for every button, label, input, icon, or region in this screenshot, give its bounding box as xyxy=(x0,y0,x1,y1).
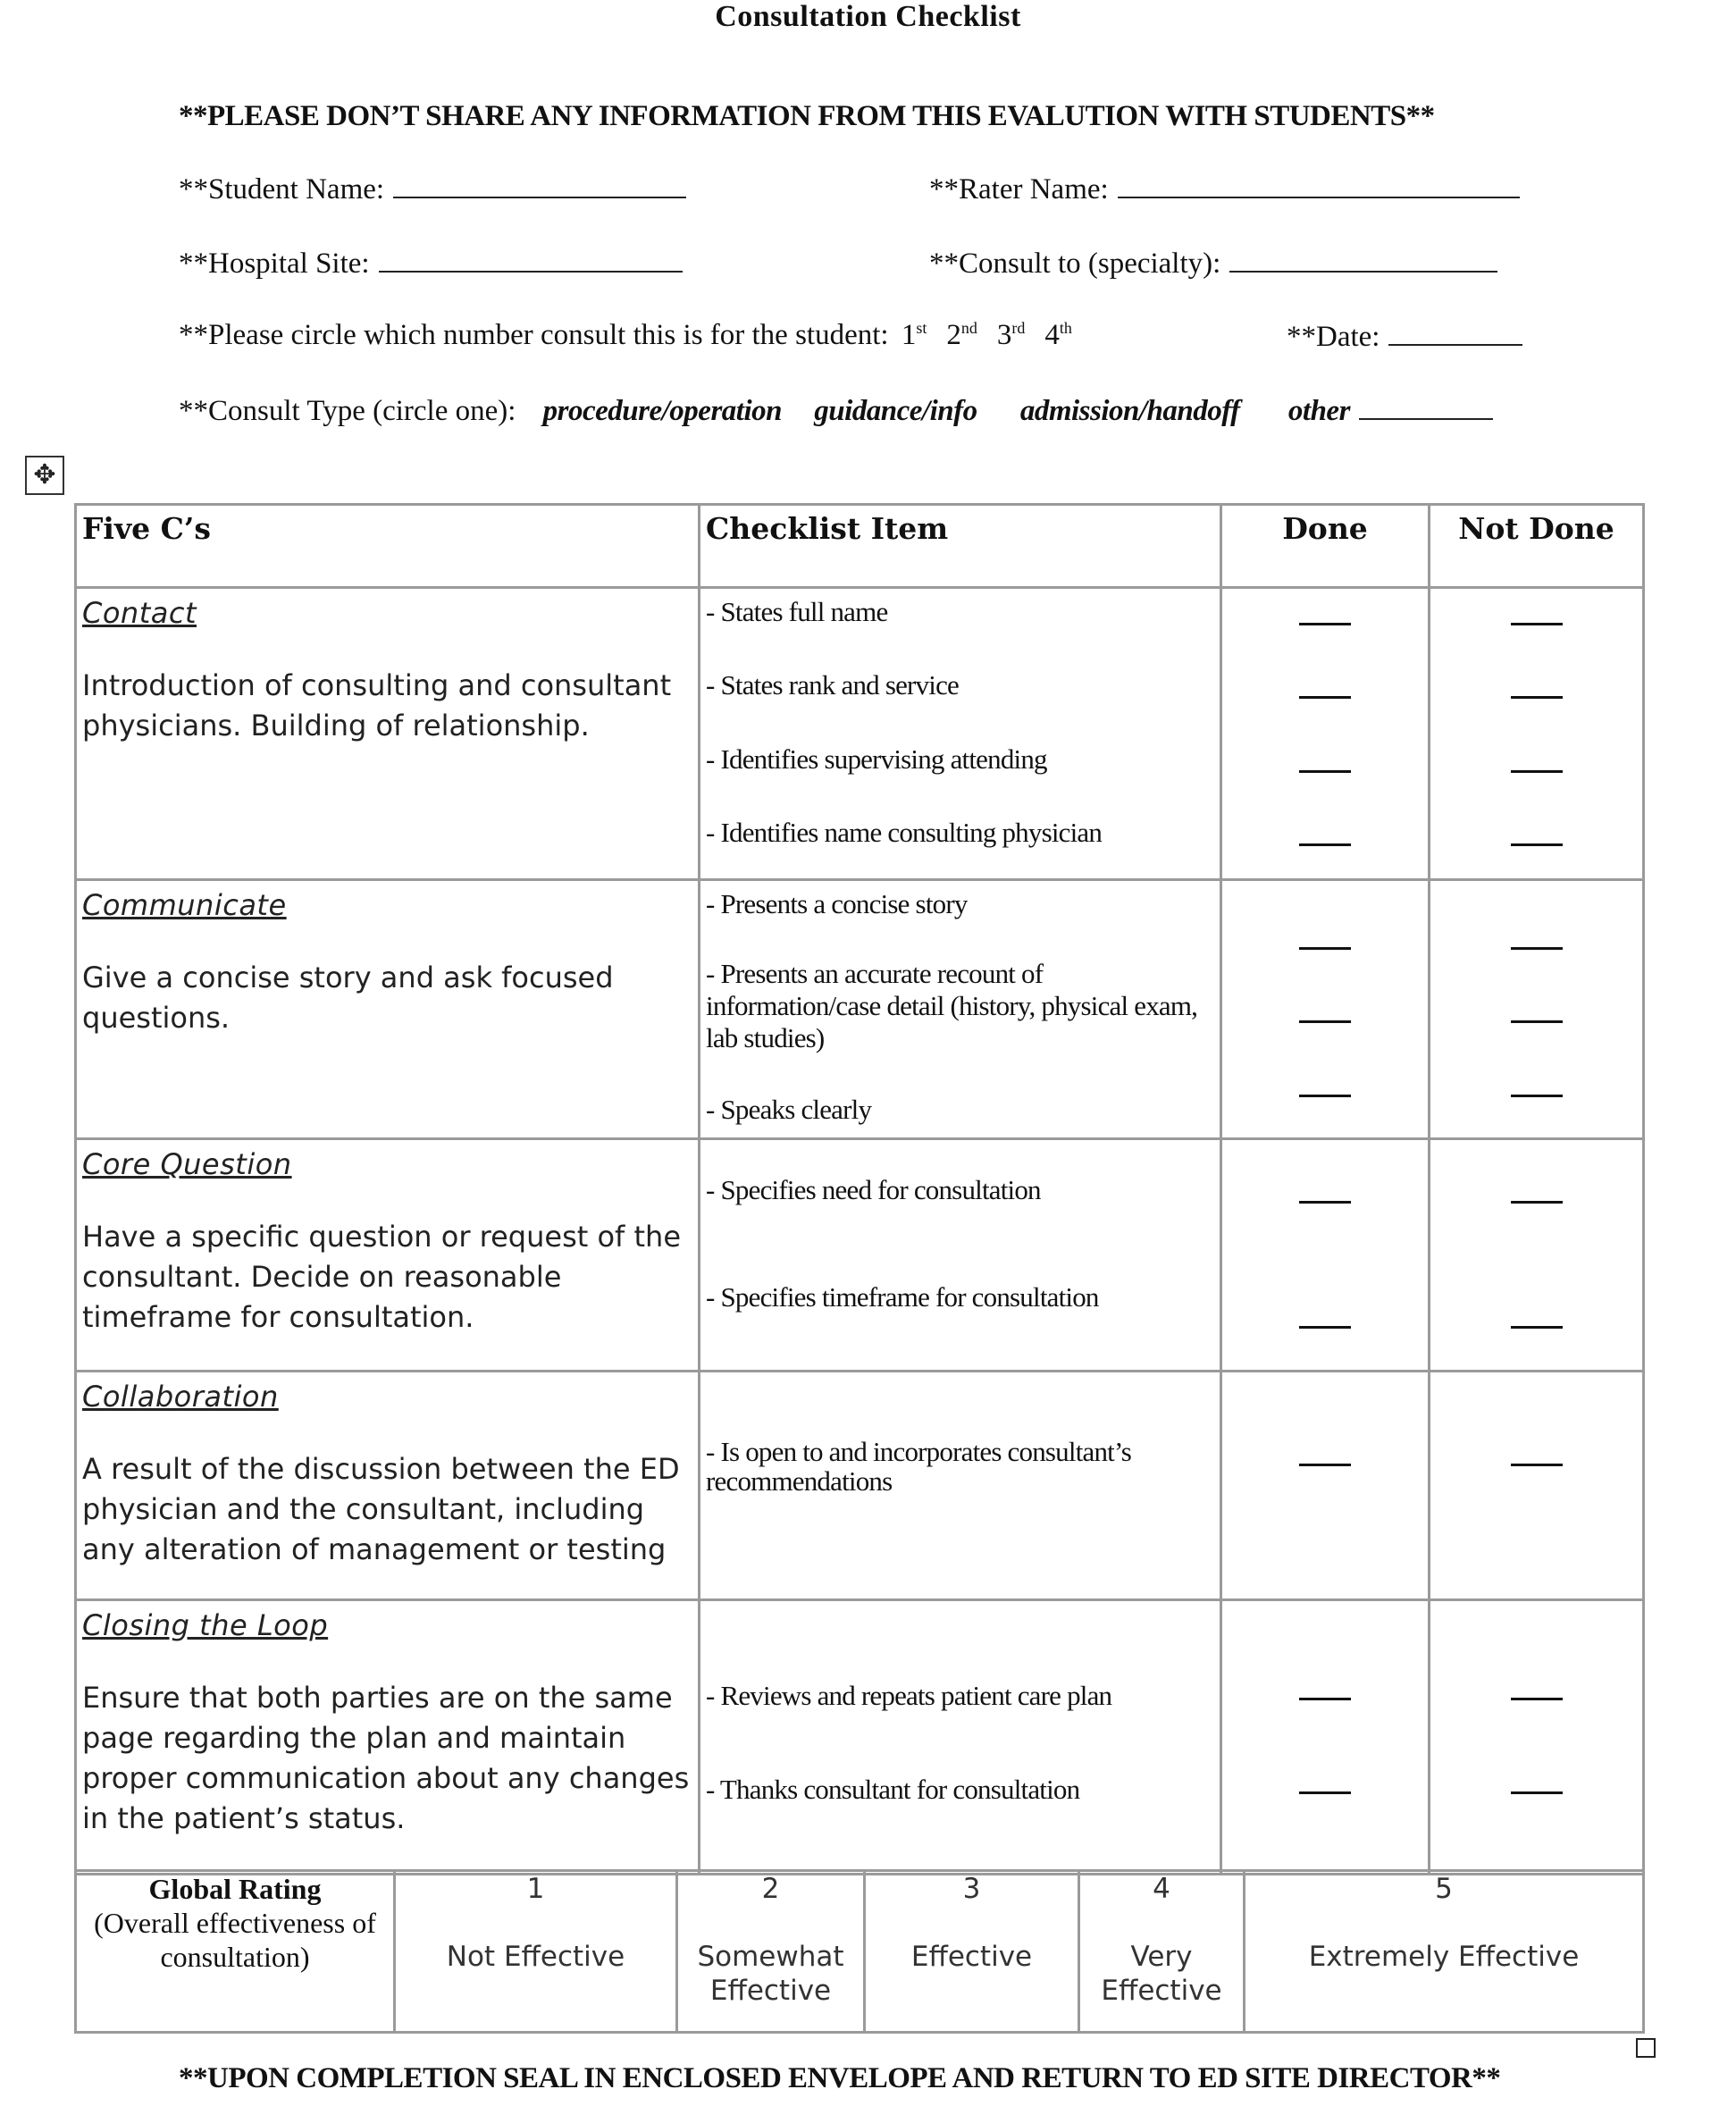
done-blank[interactable] xyxy=(1299,1791,1351,1794)
done-blank[interactable] xyxy=(1299,1698,1351,1700)
checklist-item: - Speaks clearly xyxy=(706,1094,872,1125)
student-name-field xyxy=(179,172,686,206)
consult-type-other-blank[interactable] xyxy=(1359,393,1493,420)
table-header-row xyxy=(76,505,1644,588)
checklist-item: - Presents an accurate recount of information/case detail (history, physical exam, lab studies) xyxy=(706,958,1198,1053)
consult-type-other[interactable]: other xyxy=(1287,395,1350,427)
c-cell-core-question xyxy=(76,1139,700,1372)
not-done-blank[interactable] xyxy=(1511,947,1563,950)
global-rating-row xyxy=(76,1871,1644,2033)
consult-to-field xyxy=(929,246,1497,281)
items-cell xyxy=(700,880,1221,1139)
student-name-label: **Student Name: xyxy=(179,173,385,206)
not-done-blank[interactable] xyxy=(1511,770,1563,773)
done-blank[interactable] xyxy=(1299,1201,1351,1204)
not-done-blank[interactable] xyxy=(1511,1698,1563,1700)
c-description: Ensure that both parties are on the same page regarding the plan and maintain proper communication about any changes in the patient’s status. xyxy=(82,1681,690,1835)
header-done: Done xyxy=(1221,505,1430,588)
consult-number-option[interactable] xyxy=(1044,319,1072,351)
date-blank[interactable] xyxy=(1388,319,1522,346)
rater-name-label: **Rater Name: xyxy=(929,173,1109,206)
c-name: Communicate xyxy=(82,888,287,922)
checklist-item: - Reviews and repeats patient care plan xyxy=(706,1680,1112,1711)
checklist-item: - Is open to and incorporates consultant’s recommendations xyxy=(706,1436,1132,1497)
consult-number-option[interactable] xyxy=(997,319,1026,351)
done-cell xyxy=(1221,1600,1430,1875)
table-row-closing-the-loop xyxy=(76,1600,1644,1875)
rating-option-1[interactable] xyxy=(395,1871,677,2033)
consult-number-label: **Please circle which number consult this is for the student: xyxy=(179,319,889,351)
global-rating-table xyxy=(74,1869,1645,2034)
done-blank[interactable] xyxy=(1299,843,1351,846)
not-done-cell xyxy=(1430,1139,1644,1372)
rating-number: 1 xyxy=(526,1873,545,1905)
table-row-contact xyxy=(76,588,1644,880)
student-name-blank[interactable] xyxy=(393,172,686,198)
done-blank[interactable] xyxy=(1299,1464,1351,1466)
hospital-site-label: **Hospital Site: xyxy=(179,248,370,280)
not-done-blank[interactable] xyxy=(1511,1201,1563,1204)
rating-option-5[interactable] xyxy=(1245,1871,1644,2033)
c-cell-collaboration xyxy=(76,1372,700,1600)
not-done-cell xyxy=(1430,1372,1644,1600)
not-done-cell xyxy=(1430,880,1644,1139)
consult-number-option[interactable] xyxy=(946,319,977,351)
done-cell xyxy=(1221,880,1430,1139)
rating-option-3[interactable] xyxy=(865,1871,1079,2033)
hospital-site-field xyxy=(179,246,683,281)
rating-label: Somewhat Effective xyxy=(697,1941,844,2007)
rating-number: 2 xyxy=(761,1873,780,1905)
rater-name-field xyxy=(929,172,1520,206)
rating-label: Very Effective xyxy=(1101,1941,1222,2007)
consult-to-blank[interactable] xyxy=(1229,246,1497,273)
consult-number-value: 1 xyxy=(901,319,917,351)
table-row-core-question xyxy=(76,1139,1644,1372)
done-blank[interactable] xyxy=(1299,947,1351,950)
c-cell-communicate xyxy=(76,880,700,1139)
not-done-blank[interactable] xyxy=(1511,1791,1563,1794)
table-row-collaboration xyxy=(76,1372,1644,1600)
header-not-done: Not Done xyxy=(1430,505,1644,588)
header-checklist-item: Checklist Item xyxy=(700,505,1221,588)
rating-label: Effective xyxy=(910,1941,1033,1973)
consult-type-procedure[interactable]: procedure/operation xyxy=(542,395,782,427)
c-cell-contact xyxy=(76,588,700,880)
consult-number-option[interactable] xyxy=(902,319,927,351)
consult-number-value: 2 xyxy=(946,319,961,351)
consult-to-label: **Consult to (specialty): xyxy=(929,248,1221,280)
rating-option-2[interactable] xyxy=(677,1871,865,2033)
rating-option-4[interactable] xyxy=(1079,1871,1245,2033)
c-name: Collaboration xyxy=(82,1380,279,1414)
c-description: Have a specific question or request of the consultant. Decide on reasonable timeframe for consultation. xyxy=(82,1220,681,1334)
consult-type-field xyxy=(179,393,1493,428)
consult-type-label: **Consult Type (circle one): xyxy=(179,395,516,427)
not-done-blank[interactable] xyxy=(1511,843,1563,846)
consult-type-guidance[interactable]: guidance/info xyxy=(814,395,977,427)
done-blank[interactable] xyxy=(1299,696,1351,699)
not-done-blank[interactable] xyxy=(1511,696,1563,699)
rating-label: Extremely Effective xyxy=(1308,1941,1580,1973)
checklist-item: - Thanks consultant for consultation xyxy=(706,1774,1080,1805)
done-blank[interactable] xyxy=(1299,770,1351,773)
not-done-blank[interactable] xyxy=(1511,1326,1563,1329)
rating-label: Not Effective xyxy=(446,1941,625,1973)
c-cell-closing-the-loop xyxy=(76,1600,700,1875)
checklist-item: - Specifies need for consultation xyxy=(706,1174,1041,1205)
done-blank[interactable] xyxy=(1299,1326,1351,1329)
checklist-item: - States rank and service xyxy=(706,669,959,701)
global-rating-subtitle: (Overall effectiveness of consultation) xyxy=(94,1907,376,1973)
items-cell xyxy=(700,1139,1221,1372)
confidentiality-warning: **PLEASE DON’T SHARE ANY INFORMATION FROM THIS EVALUTION WITH STUDENTS** xyxy=(179,100,1435,132)
consult-number-value: 4 xyxy=(1044,319,1060,351)
rater-name-blank[interactable] xyxy=(1118,172,1520,198)
rating-number: 3 xyxy=(962,1873,981,1905)
consult-number-suffix: th xyxy=(1059,319,1072,337)
table-row-communicate xyxy=(76,880,1644,1139)
done-cell xyxy=(1221,588,1430,880)
consult-type-admission[interactable]: admission/handoff xyxy=(1019,395,1240,427)
page-title: Consultation Checklist xyxy=(715,0,1021,33)
date-field xyxy=(1287,319,1522,354)
done-cell xyxy=(1221,1139,1430,1372)
done-cell xyxy=(1221,1372,1430,1600)
checklist-item: - Specifies timeframe for consultation xyxy=(706,1281,1099,1313)
checklist-item: - Identifies name consulting physician xyxy=(706,817,1103,848)
done-blank[interactable] xyxy=(1299,1095,1351,1097)
items-cell xyxy=(700,1372,1221,1600)
c-name: Closing the Loop xyxy=(82,1608,329,1642)
not-done-cell xyxy=(1430,1600,1644,1875)
move-handle-icon[interactable]: ✥ xyxy=(25,456,64,495)
c-description: Give a concise story and ask focused questions. xyxy=(82,961,614,1035)
rating-number: 5 xyxy=(1435,1873,1453,1905)
consult-number-suffix: st xyxy=(916,319,927,337)
date-label: **Date: xyxy=(1287,321,1380,353)
not-done-blank[interactable] xyxy=(1511,1020,1563,1023)
hospital-site-blank[interactable] xyxy=(379,246,683,273)
not-done-blank[interactable] xyxy=(1511,623,1563,625)
rating-number: 4 xyxy=(1153,1873,1170,1905)
not-done-cell xyxy=(1430,588,1644,880)
c-name: Contact xyxy=(82,596,197,630)
checklist-item: - Identifies supervising attending xyxy=(706,743,1047,775)
done-blank[interactable] xyxy=(1299,1020,1351,1023)
c-description: Introduction of consulting and consultant physicians. Building of relationship. xyxy=(82,668,672,743)
checklist-item: - States full name xyxy=(706,596,888,627)
checklist-table xyxy=(74,503,1645,1875)
items-cell xyxy=(700,588,1221,880)
consult-number-suffix: rd xyxy=(1011,319,1026,337)
done-blank[interactable] xyxy=(1299,623,1351,625)
consult-number-value: 3 xyxy=(996,319,1012,351)
items-cell xyxy=(700,1600,1221,1875)
resize-handle-icon[interactable] xyxy=(1636,2038,1656,2058)
consult-number-suffix: nd xyxy=(960,319,977,337)
consult-number-field xyxy=(179,319,1072,352)
c-description: A result of the discussion between the ED physician and the consultant, including any alteration of management or testing xyxy=(82,1452,680,1566)
checklist-item: - Presents a concise story xyxy=(706,888,968,919)
not-done-blank[interactable] xyxy=(1511,1095,1563,1097)
footer-instruction: **UPON COMPLETION SEAL IN ENCLOSED ENVELOPE AND RETURN TO ED SITE DIRECTOR** xyxy=(179,2062,1501,2094)
consult-number-options xyxy=(896,319,1072,351)
c-name: Core Question xyxy=(82,1147,292,1181)
header-five-cs: Five C’s xyxy=(76,505,700,588)
global-rating-title: Global Rating xyxy=(148,1873,322,1905)
not-done-blank[interactable] xyxy=(1511,1464,1563,1466)
global-rating-label xyxy=(76,1871,395,2033)
